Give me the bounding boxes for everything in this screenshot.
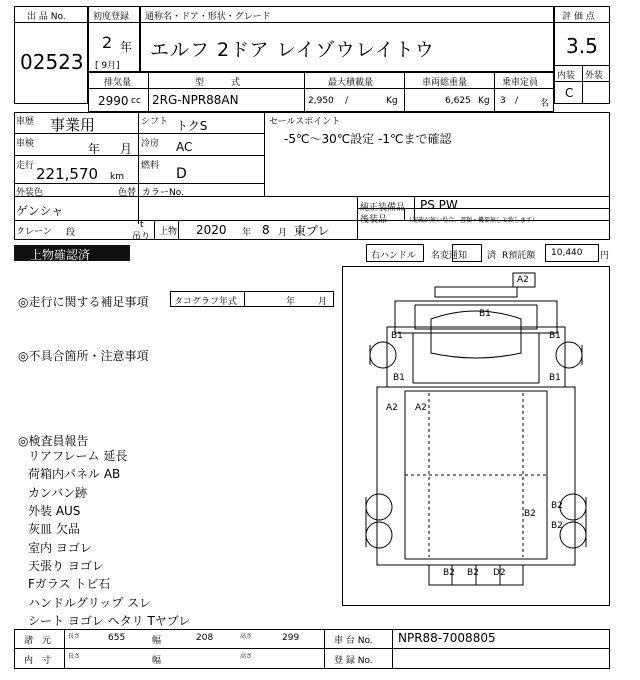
equipment: PS PW [420, 198, 458, 212]
gross-weight-label: 車両総重量 [422, 78, 468, 88]
damage-mark: B1 [549, 373, 561, 383]
mileage-label: 走行 [16, 161, 35, 171]
first-registration-label: 初度登録 [93, 12, 130, 22]
damage-mark: A2 [386, 403, 398, 413]
aftermarket-label: 後装品 [360, 215, 388, 225]
crane-ton-unit: t [140, 220, 144, 230]
fuel-label: 燃料 [141, 161, 160, 171]
name-change-label: 名変通知 [431, 251, 468, 261]
defects-label: ◎不具合箇所・注意事項 [18, 349, 149, 363]
inspector-item: 荷箱内パネル AB [28, 467, 121, 481]
inspector-label: ◎検査員報告 [18, 434, 89, 448]
footer-table [14, 629, 610, 669]
fuel: D [176, 166, 187, 182]
car-name-label: 通称名・ドア・形状・グレード [145, 12, 271, 22]
recycle-amount: 10,440 [551, 248, 583, 258]
capacity-label: 乗車定員 [502, 78, 539, 88]
height: 299 [282, 633, 300, 643]
score-label: 評 価 点 [562, 12, 595, 22]
model-label: 型 式 [195, 78, 241, 88]
history-label: 車歴 [16, 117, 35, 127]
inner-dimensions-label: 内 寸 [24, 656, 52, 666]
recycle-label: R預託額 [502, 251, 536, 261]
name-change-box [452, 244, 482, 262]
damage-mark: A2 [517, 275, 529, 285]
damage-mark: B1 [549, 331, 561, 341]
length: 655 [108, 633, 126, 643]
interior-grade-label: 内装 [557, 71, 576, 81]
inspector-item: シート ヨゴレ ヘタリ Tヤブレ [28, 614, 191, 628]
max-load-slash: / [345, 96, 349, 106]
damage-mark: B2 [524, 509, 536, 519]
mileage: 221,570 [36, 165, 99, 183]
max-load-label: 最大積載量 [328, 78, 374, 88]
damage-mark: B1 [479, 309, 491, 319]
shift-label: シフト [141, 117, 169, 127]
body-label: 上物 [159, 227, 178, 237]
inspection-year-unit: 年 [88, 142, 101, 156]
exterior-grade-label: 外装 [585, 71, 604, 81]
score-value: 3.5 [566, 34, 598, 58]
capacity-slash: / [515, 96, 519, 106]
displacement: 2990 [98, 94, 129, 108]
cc-unit: cc [131, 96, 141, 106]
inspection-label: 車検 [16, 139, 35, 149]
damage-mark: B1 [393, 373, 405, 383]
gross-weight-unit: Kg [478, 96, 490, 106]
lot-number-label: 出 品 No. [27, 12, 66, 22]
inspector-item: ハンドルグリップ スレ [28, 596, 152, 610]
km-unit: km [110, 172, 124, 182]
height-label: 高さ [240, 633, 253, 640]
crane-hang-unit: 吊り [132, 232, 151, 242]
max-load: 2,950 [308, 96, 334, 106]
sales-point: -5℃～30℃設定 -1℃まで確認 [284, 132, 452, 146]
aftermarket-note: （記載が無い場合、書類・機器無しと致します） [406, 217, 539, 224]
width: 208 [196, 633, 214, 643]
displacement-label: 排気量 [104, 78, 132, 88]
tachograph-year-unit: 年 [286, 297, 296, 307]
body-month: 8 [262, 223, 270, 237]
damage-mark: B2 [443, 568, 455, 578]
first-registration-year: 2 [102, 33, 113, 52]
inspection-month-unit: 月 [120, 142, 133, 156]
body-year-unit: 年 [242, 228, 252, 238]
damage-diagram [342, 266, 610, 606]
chassis: NPR88-7008805 [398, 631, 496, 645]
inspector-item: 灰皿 欠品 [28, 522, 80, 536]
inner-height-label: 高さ [240, 653, 253, 660]
truck-outline-drawing [343, 267, 609, 605]
ac-label: 冷房 [141, 139, 160, 149]
inner-width-label: 幅 [152, 656, 162, 666]
crane-step-unit: 段 [66, 228, 76, 238]
driving-notes-label: ◎走行に関する補足事項 [18, 295, 149, 309]
length-label: 長さ [68, 633, 81, 640]
max-load-unit: Kg [386, 96, 398, 106]
color-change-label: 色替 [118, 188, 137, 198]
capacity-unit: 名 [540, 99, 550, 109]
damage-mark: B2 [551, 521, 563, 531]
tachograph-month-unit: 月 [318, 297, 328, 307]
inspector-item: Fガラス トビ石 [28, 577, 111, 591]
history: 事業用 [50, 116, 96, 134]
damage-mark: A2 [415, 403, 427, 413]
car-name: エルフ 2ドア レイゾウレイトウ [150, 39, 435, 61]
body-month-unit: 月 [278, 228, 288, 238]
ext-color-label: 外装色 [16, 188, 44, 198]
damage-mark: B1 [391, 331, 403, 341]
lot-number: 02523 [20, 50, 84, 74]
color-code-label: カラーNo. [142, 188, 184, 198]
interior-grade: C [565, 86, 574, 100]
yen-unit: 円 [600, 251, 610, 261]
model: 2RG-NPR88AN [152, 93, 239, 107]
damage-mark: B2 [551, 501, 563, 511]
gross-weight: 6,625 [445, 96, 471, 106]
inspector-item: リアフレーム 延長 [28, 449, 128, 463]
body-maker: 東プレ [294, 224, 330, 238]
damage-mark: D2 [493, 568, 506, 578]
width-label: 幅 [152, 636, 162, 646]
damage-mark: B2 [467, 568, 479, 578]
tachograph-label: タコグラフ年式 [174, 297, 238, 307]
capacity: 3 [500, 96, 506, 106]
confirmed-banner-text: 上物確認済 [30, 248, 91, 262]
inspector-item: 外装 AUS [28, 504, 81, 518]
sales-point-label: セールスポイント [269, 117, 341, 127]
shift: トクS [176, 119, 208, 133]
chassis-label: 車 台 No. [334, 636, 373, 646]
ext-color: ゲンシャ [16, 204, 64, 218]
crane-label: クレーン [16, 227, 52, 237]
dimensions-label: 諸 元 [24, 636, 52, 646]
ac: AC [176, 140, 193, 154]
inspector-item: 天張り ヨゴレ [28, 559, 104, 573]
inner-length-label: 長さ [68, 653, 81, 660]
registration-label: 登 録 No. [334, 656, 373, 666]
first-registration-month: [ 9月] [95, 61, 120, 71]
inspector-item: 室内 ヨゴレ [28, 541, 92, 555]
steering: 右ハンドル [371, 251, 417, 261]
body-year: 2020 [196, 223, 227, 237]
equipment-label: 純正装備品 [360, 203, 406, 213]
recycle-prefix: 済 [487, 251, 497, 261]
inspector-item: カンバン跡 [28, 486, 88, 500]
year-unit: 年 [120, 40, 133, 54]
